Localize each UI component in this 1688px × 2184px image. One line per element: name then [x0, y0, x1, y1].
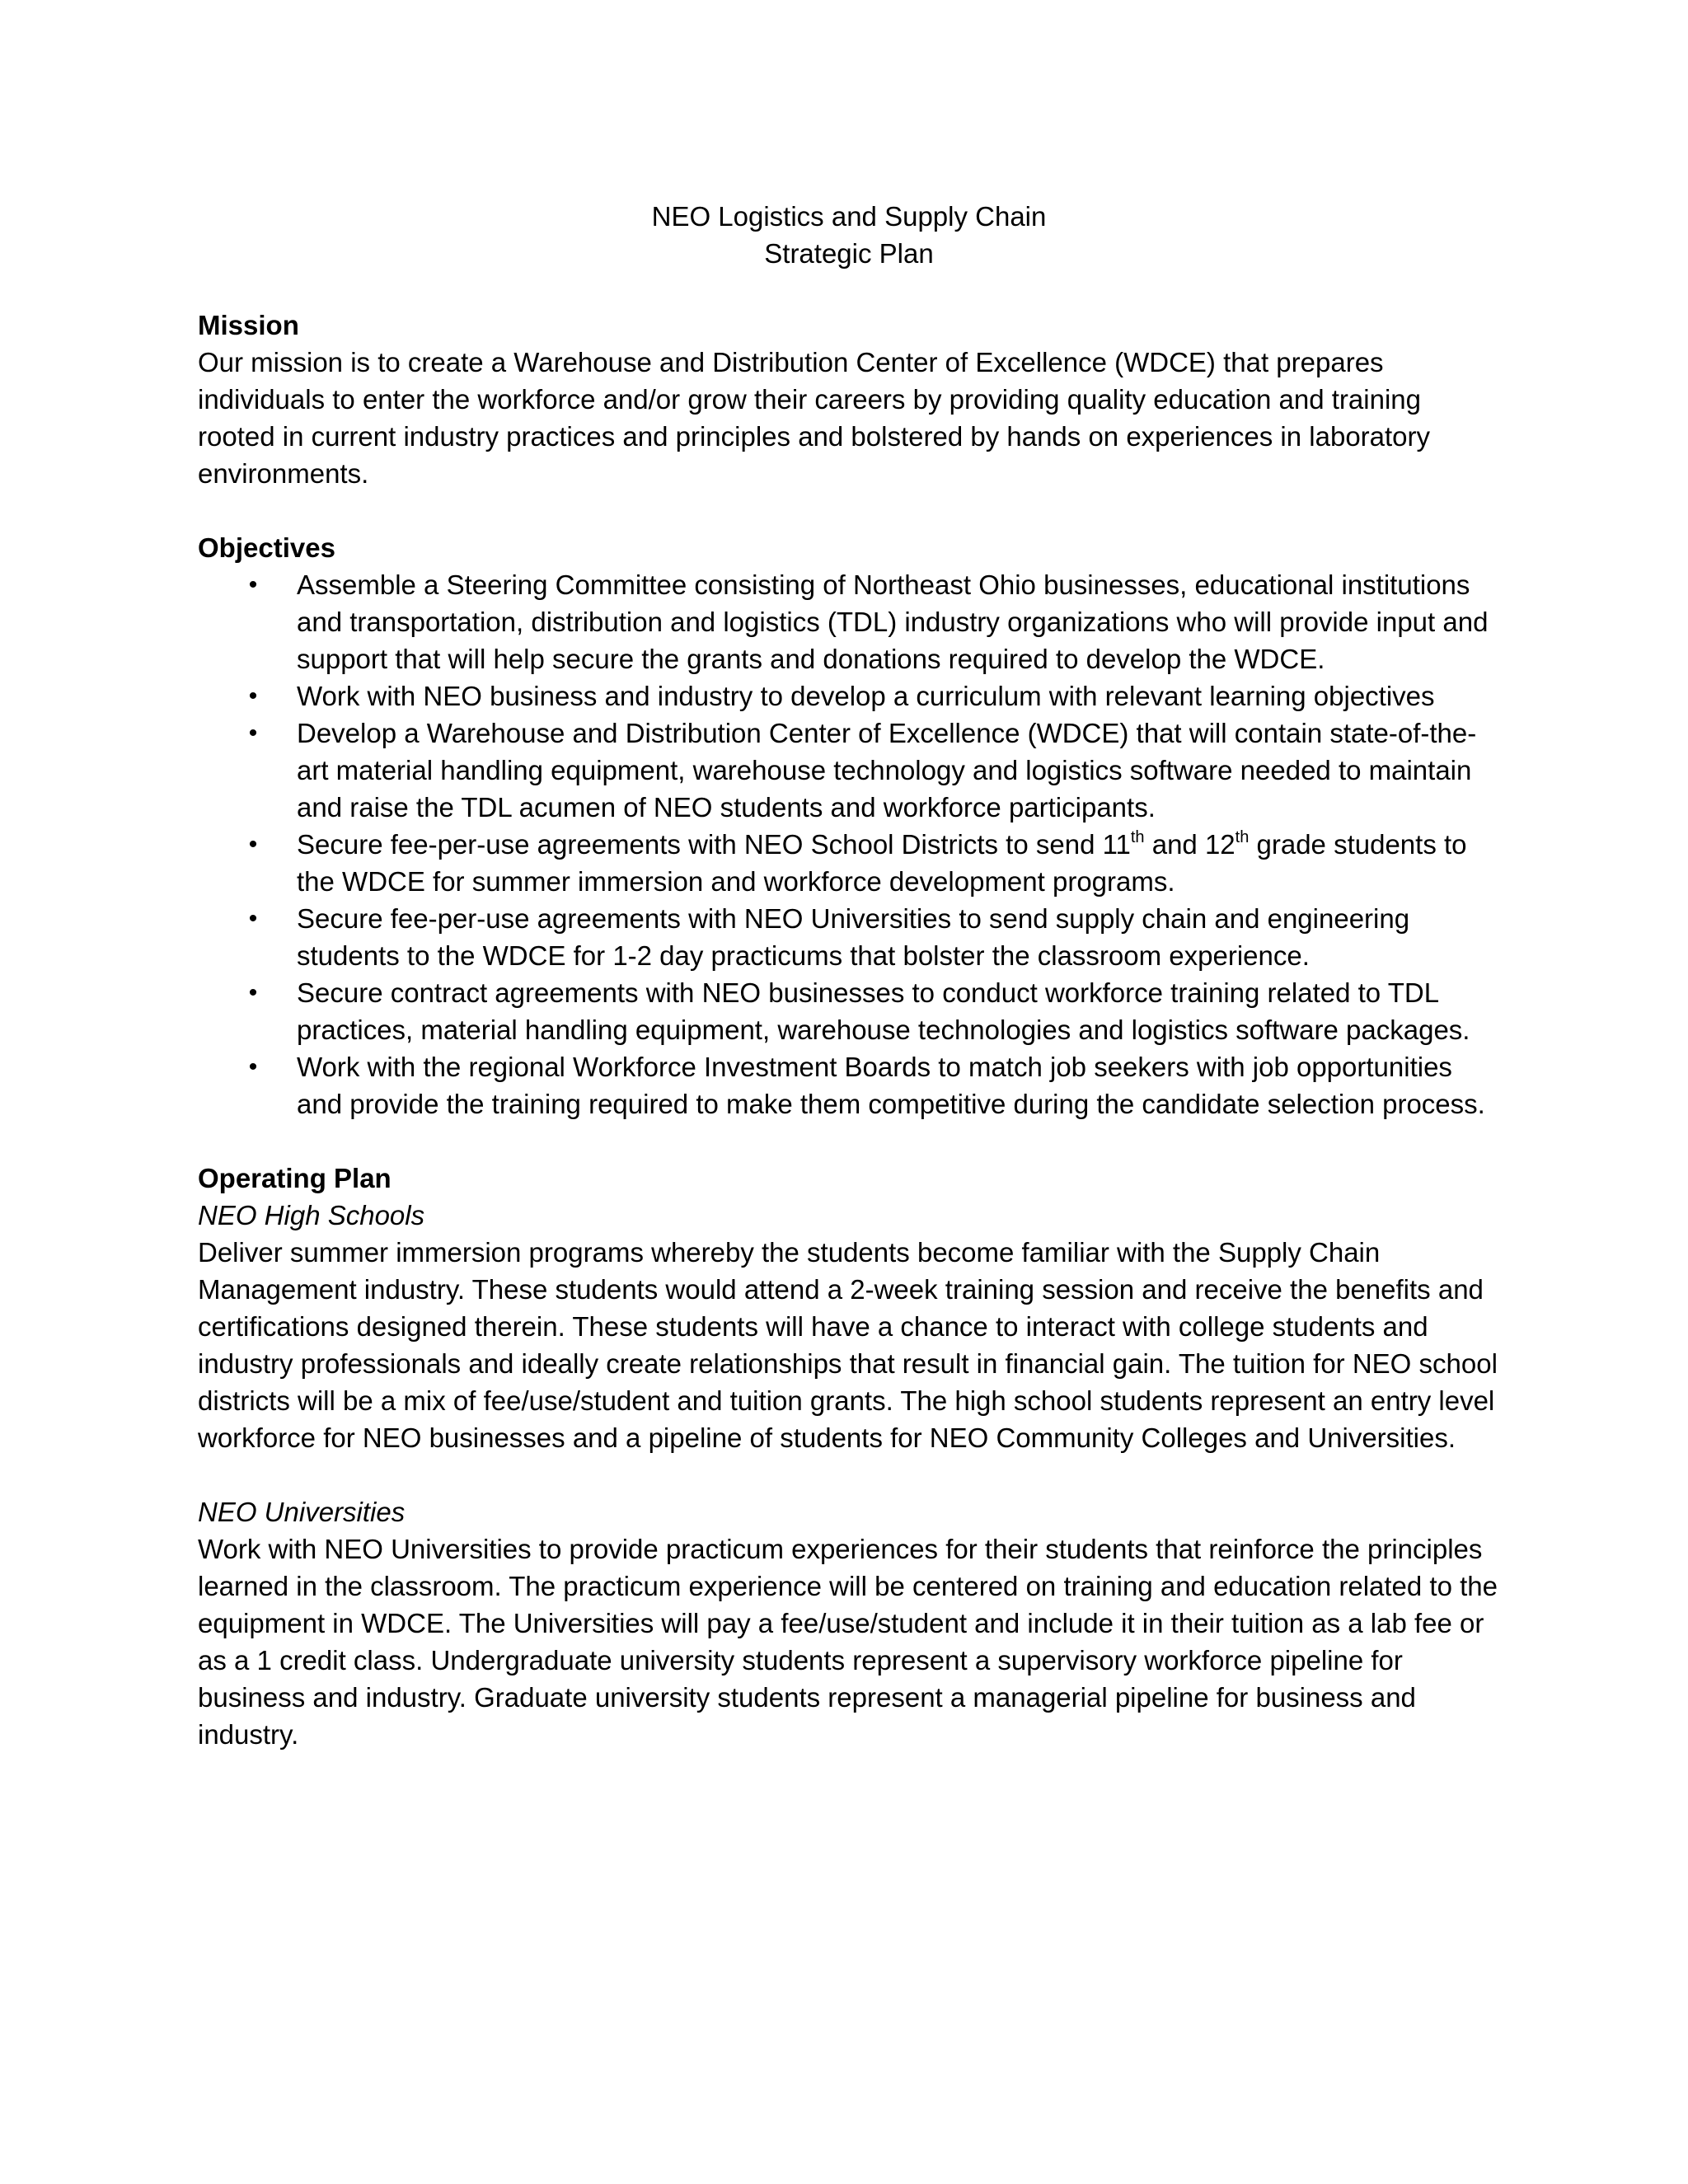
objective-text: Develop a Warehouse and Distribution Center of Excellence (WDCE) that will contain state-of-the-art material handling equipment, warehouse technology and logistics software needed to maintain and raise the TDL acumen of NEO students and workforce participants.	[297, 718, 1477, 823]
bullet-icon: •	[248, 831, 258, 858]
objective-text	[297, 829, 1467, 897]
universities-text: Work with NEO Universities to provide practicum experiences for their students that reinforce the principles learned in the classroom. The practicum experience will be centered on training and education related to the equipment in WDCE. The Universities will pay a fee/use/student and include it in their tuition as a lab fee or as a 1 credit class. Undergraduate university students represent a supervisory workforce pipeline for business and industry. Graduate university students represent a managerial pipeline for business and industry.	[198, 1534, 1498, 1750]
spacer	[198, 1122, 1500, 1160]
bullet-icon: •	[248, 571, 258, 598]
superscript: th	[1235, 828, 1250, 846]
spacer	[198, 492, 1500, 529]
objective-text-part: and 12	[1144, 829, 1236, 860]
objectives-section	[198, 529, 1500, 1122]
list-item	[198, 1048, 1500, 1122]
objective-text: Work with NEO business and industry to develop a curriculum with relevant learning objectives	[297, 681, 1435, 711]
list-item	[198, 677, 1500, 715]
list-item	[198, 826, 1500, 900]
objective-text: Secure fee-per-use agreements with NEO Universities to send supply chain and engineering students to the WDCE for 1-2 day practicums that bolster the classroom experience.	[297, 903, 1410, 971]
bullet-icon: •	[248, 979, 258, 1006]
high-schools-subheading: NEO High Schools	[198, 1200, 425, 1230]
bullet-icon: •	[248, 682, 258, 710]
title-line-2: Strategic Plan	[764, 238, 934, 269]
list-item	[198, 715, 1500, 826]
list-item	[198, 974, 1500, 1048]
operating-plan-section	[198, 1160, 1500, 1753]
objective-text: Work with the regional Workforce Investment Boards to match job seekers with job opportunities and provide the training required to make them competitive during the candidate selection process.	[297, 1052, 1485, 1119]
spacer	[198, 1456, 1500, 1493]
objective-text-part: grade students to the WDCE for summer immersion and workforce development programs.	[297, 829, 1467, 897]
superscript: th	[1130, 828, 1145, 846]
universities-subheading: NEO Universities	[198, 1497, 406, 1527]
bullet-icon: •	[248, 719, 258, 747]
list-item	[198, 566, 1500, 677]
mission-section	[198, 307, 1500, 492]
objective-text: Assemble a Steering Committee consisting of Northeast Ohio businesses, educational institutions and transportation, distribution and logistics (TDL) industry organizations who will provide input and support that will help secure the grants and donations required to develop the WDCE.	[297, 569, 1489, 674]
objective-text-part: Secure fee-per-use agreements with NEO School Districts to send 11	[297, 829, 1131, 860]
high-schools-text: Deliver summer immersion programs whereby the students become familiar with the Supply Chain Management industry. These students would attend a 2-week training session and receive the benefits and certifications designed therein. These students will have a chance to interact with college students and industry professionals and ideally create relationships that result in financial gain. The tuition for NEO school districts will be a mix of fee/use/student and tuition grants. The high school students represent an entry level workforce for NEO businesses and a pipeline of students for NEO Community Colleges and Universities.	[198, 1237, 1498, 1453]
bullet-icon: •	[248, 1053, 258, 1080]
bullet-icon: •	[248, 905, 258, 932]
title-line-1: NEO Logistics and Supply Chain	[651, 201, 1047, 232]
document-body	[198, 198, 1500, 1753]
objectives-heading: Objectives	[198, 532, 335, 563]
document-title	[198, 198, 1500, 272]
mission-text: Our mission is to create a Warehouse and Distribution Center of Excellence (WDCE) that prepares individuals to enter the workforce and/or grow their careers by providing quality education and training rooted in current industry practices and principles and bolstered by hands on experiences in laboratory environments.	[198, 347, 1431, 489]
objectives-list	[198, 566, 1500, 1122]
mission-heading: Mission	[198, 310, 299, 340]
operating-plan-heading: Operating Plan	[198, 1163, 392, 1193]
list-item	[198, 900, 1500, 974]
objective-text: Secure contract agreements with NEO businesses to conduct workforce training related to TDL practices, material handling equipment, warehouse technologies and logistics software packages.	[297, 977, 1470, 1045]
